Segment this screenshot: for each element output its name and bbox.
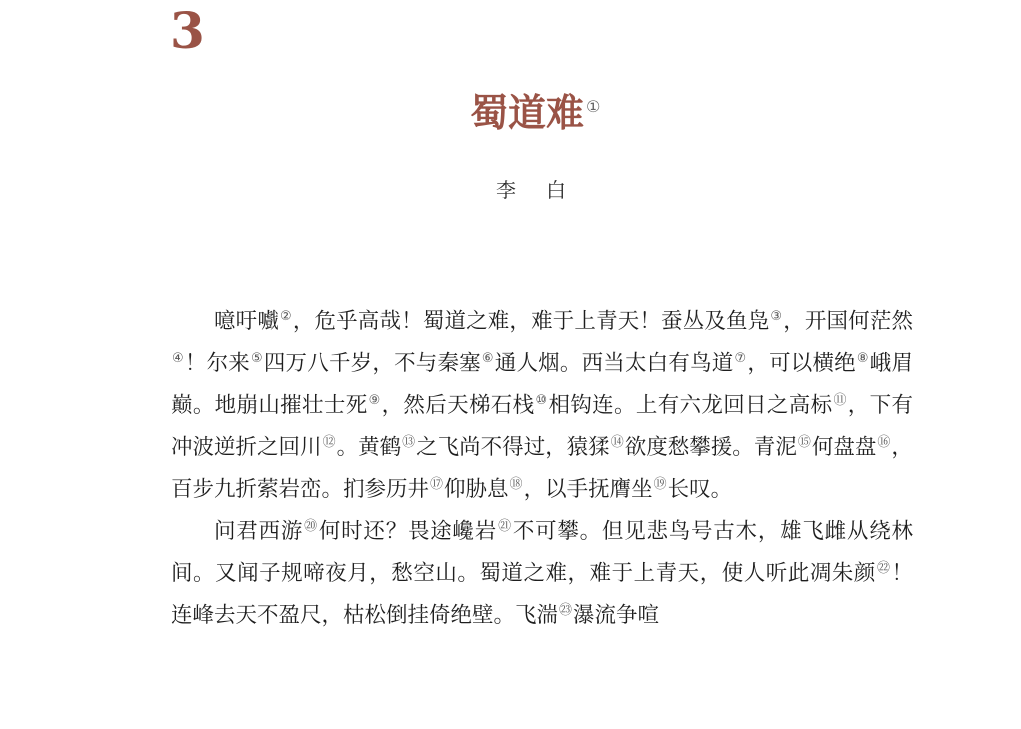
poem-title-text: 蜀道难 [470,91,585,135]
footnote-marker[interactable]: ⑳ [304,518,318,534]
title-footnote-marker[interactable]: ① [586,97,601,117]
footnote-marker[interactable]: ⑨ [368,392,381,408]
footnote-marker[interactable]: ⑤ [250,350,263,366]
poem-text-segment: 仰胁息 [444,477,509,502]
poem-text-segment: ，然后天梯石栈 [381,393,535,418]
poem-text-segment: 之飞尚不得过，猿猱 [416,435,610,460]
poem-text-segment: 。黄鹤 [336,435,402,460]
poem-text-segment: 通人烟。西当太白有鸟道 [494,351,734,376]
footnote-marker[interactable]: ⑲ [653,476,667,492]
footnote-marker[interactable]: ⑮ [797,434,811,450]
poem-text-segment: 欲度愁攀援。青泥 [624,435,797,460]
poem-text-segment: 瀑流争喧 [573,603,660,628]
poem-text-segment: 噫吁嚱 [214,309,279,334]
poem-text-segment: ，危乎高哉！蜀道之难，难于上青天！蚕丛及鱼凫 [292,309,770,334]
footnote-marker[interactable]: ⑥ [481,350,494,366]
footnote-marker[interactable]: ⑫ [322,434,336,450]
poem-paragraph [171,301,913,511]
footnote-marker[interactable]: ⑩ [535,392,548,408]
poem-text-segment: ，以手抚膺坐 [523,477,653,502]
footnote-marker[interactable]: ③ [770,308,783,324]
footnote-marker[interactable]: ⑰ [430,476,444,492]
poem-body [171,301,913,637]
footnote-marker[interactable]: ㉑ [498,518,512,534]
poem-text-segment: 峨眉巅。地崩山摧壮士死 [171,351,913,418]
chapter-number: 3 [170,1,205,60]
poem-text-segment: ！尔来 [184,351,250,376]
poem-text-segment: 何时还？畏途巉岩 [318,519,498,544]
footnote-marker[interactable]: ⑬ [402,434,416,450]
author-name: 李白 [496,178,596,202]
footnote-marker[interactable]: ② [279,308,292,324]
poem-text-segment: ！连峰去天不盈尺，枯松倒挂倚绝壁。飞湍 [171,561,913,628]
footnote-marker[interactable]: ⑦ [734,350,747,366]
poem-title [470,91,601,135]
poem-text-segment: 不可攀。但见悲鸟号古木，雄飞雌从绕林间。又闻子规啼夜月，愁空山。蜀道之难，难于上青天，使人听此凋朱颜 [171,519,913,586]
poem-text-segment: ，百步九折萦岩峦。扪参历井 [171,435,913,502]
poem-text-segment: 长叹。 [667,477,733,502]
footnote-marker[interactable]: ⑭ [610,434,624,450]
footnote-marker[interactable]: ⑧ [856,350,869,366]
poem-paragraph [171,511,913,637]
footnote-marker[interactable]: ⑪ [833,392,847,408]
poem-text-segment: 何盘盘 [811,435,877,460]
poem-text-segment: 相钩连。上有六龙回日之高标 [548,393,833,418]
poem-text-segment: ，可以横绝 [747,351,856,376]
poem-text-segment: ，下有冲波逆折之回川 [171,393,913,460]
poem-text-segment: ，开国何茫然 [783,309,913,334]
footnote-marker[interactable]: ⑯ [877,434,891,450]
footnote-marker[interactable]: ㉒ [876,560,891,576]
footnote-marker[interactable]: ㉓ [559,602,573,618]
poem-text-segment: 问君西游 [214,519,304,544]
poem-text-segment: 四万八千岁，不与秦塞 [263,351,481,376]
footnote-marker[interactable]: ④ [172,350,184,366]
footnote-marker[interactable]: ⑱ [509,476,523,492]
